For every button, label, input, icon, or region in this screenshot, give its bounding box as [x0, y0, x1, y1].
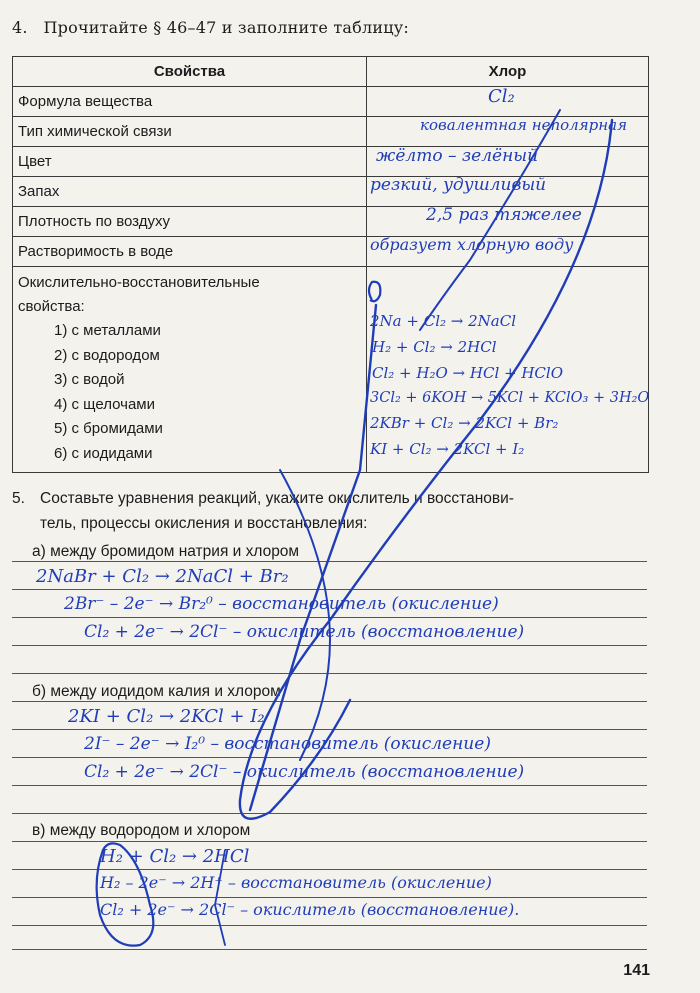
- answer-color: жёлто – зелёный: [376, 146, 539, 166]
- answer-5b-oxidation: 2I⁻ – 2e⁻ → I₂⁰ – восстановитель (окисление): [84, 734, 491, 754]
- table-row: [13, 147, 649, 177]
- answer-with-water: Cl₂ + H₂O → HCl + HClO: [372, 364, 564, 382]
- ruled-line: [12, 841, 647, 842]
- answer-with-metals: 2Na + Cl₂ → 2NaCl: [370, 312, 516, 330]
- column-header-properties: Свойства: [13, 57, 367, 87]
- ruled-line: [12, 645, 647, 646]
- table-row: [13, 87, 649, 117]
- answer-formula: Cl₂: [488, 86, 515, 107]
- table-header-row: [13, 57, 649, 87]
- ruled-line: [12, 785, 647, 786]
- answer-with-bromides: 2KBr + Cl₂ → 2KCl + Br₂: [370, 414, 559, 432]
- answer-5c-reduction: Cl₂ + 2e⁻ → 2Cl⁻ – окислитель (восстановление).: [100, 900, 520, 919]
- ruled-line: [12, 897, 647, 898]
- answer-smell: резкий, удушливый: [370, 175, 547, 195]
- answer-density: 2,5 раз тяжелее: [426, 205, 582, 225]
- page-number: 141: [623, 962, 650, 979]
- ruled-line: [12, 729, 647, 730]
- table-row: [13, 177, 649, 207]
- redox-item-label: 4) с щелочами: [54, 395, 155, 413]
- ruled-line: [12, 673, 647, 674]
- row-label: Цвет: [13, 147, 367, 177]
- ruled-line: [12, 757, 647, 758]
- answer-solubility: образует хлорную воду: [370, 235, 574, 254]
- row-label: Запах: [13, 177, 367, 207]
- answer-with-hydrogen: H₂ + Cl₂ → 2HCl: [372, 338, 497, 356]
- ruled-line: [12, 949, 647, 950]
- task-4-title: [12, 18, 409, 37]
- answer-5c-oxidation: H₂ – 2e⁻ → 2H⁺ – восстановитель (окисление): [100, 873, 492, 892]
- answer-with-iodides: KI + Cl₂ → 2KCl + I₂: [370, 440, 525, 458]
- ruled-line: [12, 701, 647, 702]
- task-5-number: 5.: [12, 490, 25, 507]
- task-4-instruction: Прочитайте § 46–47 и заполните таблицу:: [43, 18, 409, 37]
- answer-5a-equation: 2NaBr + Cl₂ → 2NaCl + Br₂: [36, 566, 289, 587]
- answer-bond-type: ковалентная неполярная: [420, 116, 628, 134]
- task-5b-label: б) между иодидом калия и хлором: [32, 683, 287, 701]
- row-label: Формула вещества: [13, 87, 367, 117]
- ruled-line: [12, 925, 647, 926]
- answer-5b-reduction: Cl₂ + 2e⁻ → 2Cl⁻ – окислитель (восстановление): [84, 762, 525, 782]
- redox-label-line2: свойства:: [18, 298, 85, 315]
- column-header-chlorine: Хлор: [367, 57, 649, 87]
- redox-item-label: 5) с бромидами: [54, 420, 163, 437]
- task-5-line2: тель, процессы окисления и восстановления:: [40, 515, 368, 532]
- ruled-line: [12, 589, 647, 590]
- task-5-instruction: [12, 486, 652, 536]
- task-5c-label: в) между водородом и хлором: [32, 822, 256, 840]
- task-5-line1: Составьте уравнения реакций, укажите окислитель и восстанови-: [40, 490, 514, 507]
- redox-item-label: 3) с водой: [54, 371, 125, 388]
- answer-5a-oxidation: 2Br⁻ – 2e⁻ → Br₂⁰ – восстановитель (окисление): [64, 594, 499, 614]
- row-label: Растворимость в воде: [13, 237, 367, 267]
- redox-label-line1: Окислительно-восстановительные: [18, 274, 260, 291]
- redox-item-label: 1) с металлами: [54, 322, 161, 339]
- ruled-line: [12, 869, 647, 870]
- redox-label-cell: [13, 267, 367, 473]
- ruled-line: [12, 561, 647, 562]
- ruled-line: [12, 617, 647, 618]
- answer-with-alkalis: 3Cl₂ + 6KOH → 5KCl + KClO₃ + 3H₂O: [370, 390, 650, 406]
- ruled-line: [12, 813, 647, 814]
- answer-5b-equation: 2KI + Cl₂ → 2KCl + I₂: [68, 706, 265, 727]
- redox-item-label: 2) с водородом: [54, 346, 160, 364]
- task-5a-label: а) между бромидом натрия и хлором: [32, 543, 305, 561]
- row-label: Плотность по воздуху: [13, 207, 367, 237]
- redox-item-label: 6) с иодидами: [54, 444, 153, 462]
- answer-5a-reduction: Cl₂ + 2e⁻ → 2Cl⁻ – окислитель (восстановление): [84, 622, 525, 642]
- task-4-number: 4.: [12, 18, 28, 37]
- row-label: Тип химической связи: [13, 117, 367, 147]
- answer-5c-equation: H₂ + Cl₂ → 2HCl: [100, 846, 250, 867]
